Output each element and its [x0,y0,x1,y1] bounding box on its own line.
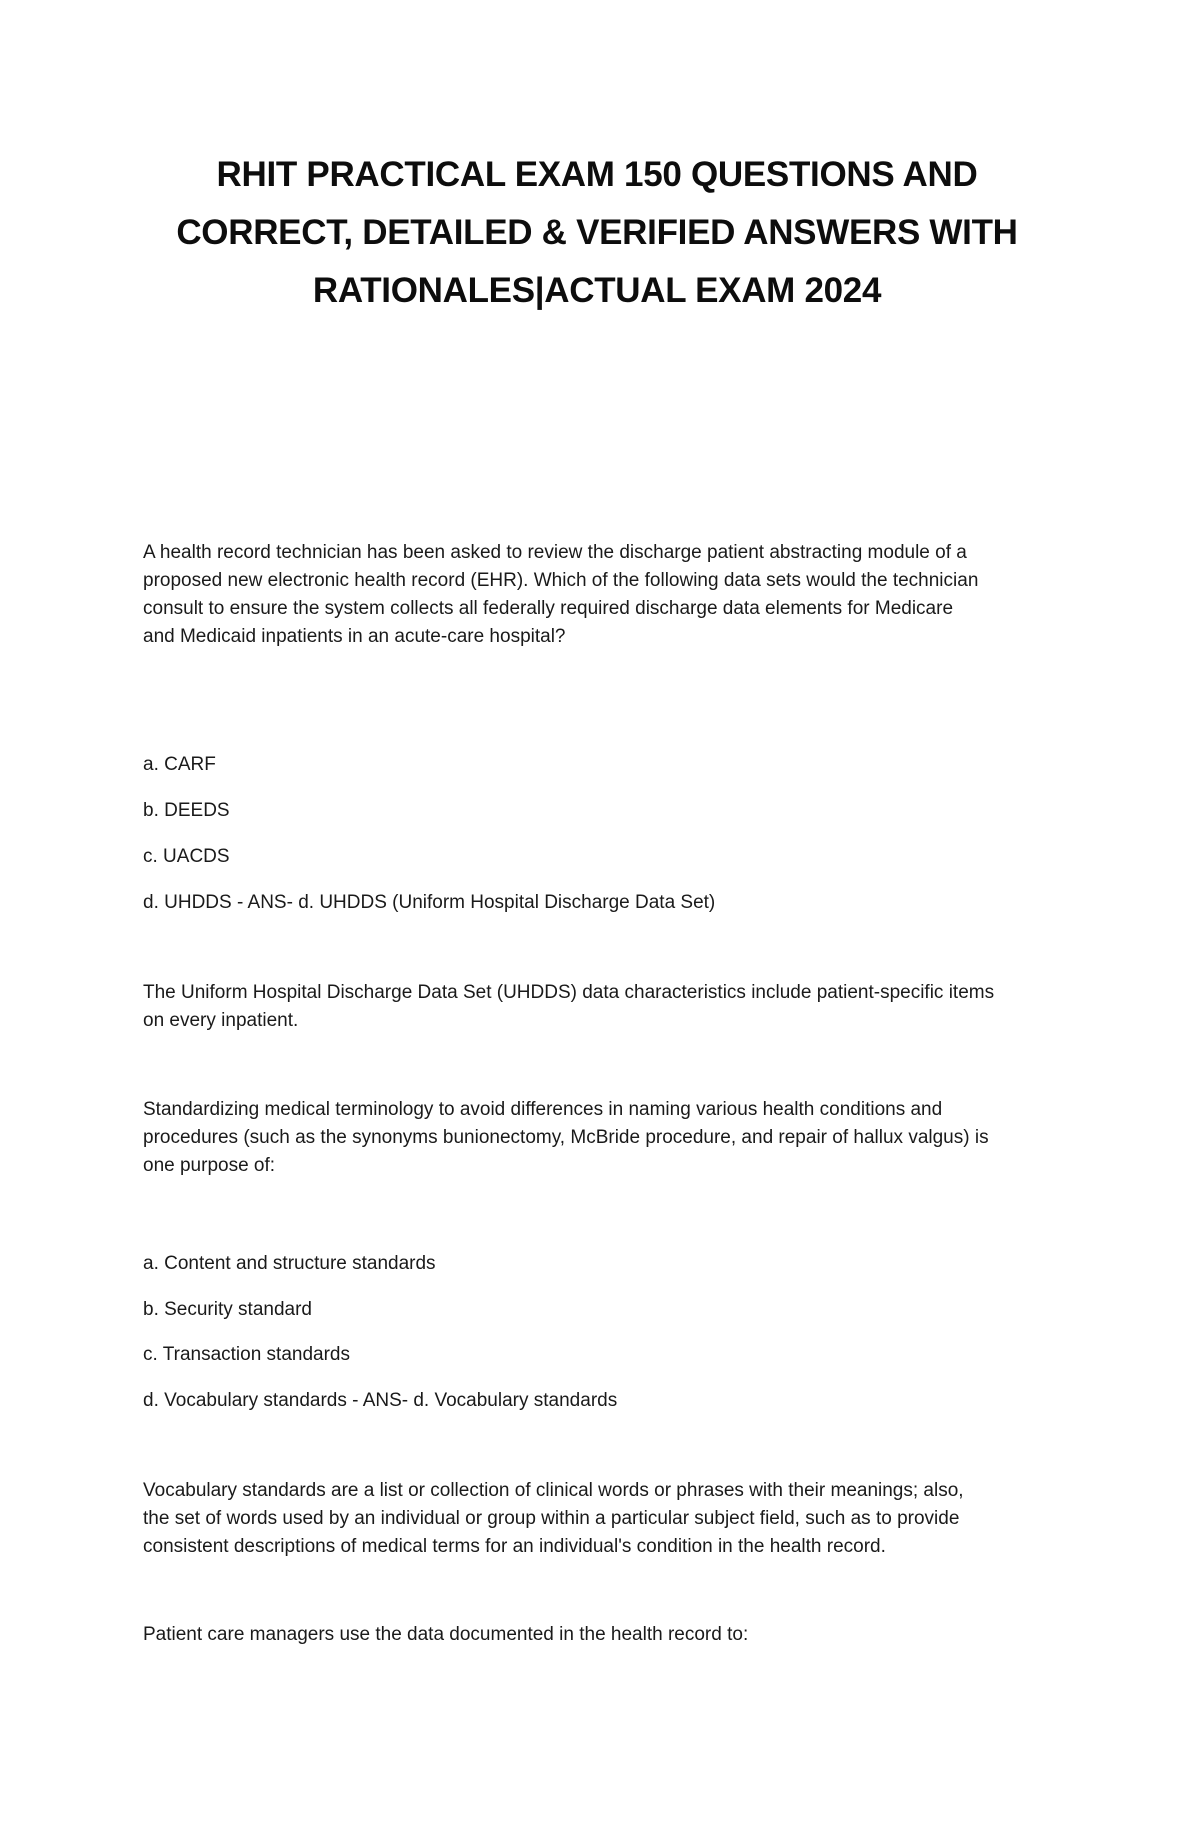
title-line-2: CORRECT, DETAILED & VERIFIED ANSWERS WITH [176,213,1018,252]
question-2-option-d-answer: d. Vocabulary standards - ANS- d. Vocabulary standards [143,1390,618,1411]
question-2-option-a: a. Content and structure standards [143,1253,436,1274]
rationale-line: consistent descriptions of medical terms for an individual's condition in the health record. [143,1536,886,1557]
title-line-1: RHIT PRACTICAL EXAM 150 QUESTIONS AND [216,155,978,194]
question-1-text [143,539,1071,651]
question-2-line: Standardizing medical terminology to avoid differences in naming various health conditions and [143,1099,943,1120]
question-1-option-a: a. CARF [143,754,216,775]
question-1-rationale [143,979,1071,1035]
question-1-line: and Medicaid inpatients in an acute-care hospital? [143,626,566,647]
title-line-3: RATIONALES|ACTUAL EXAM 2024 [312,271,882,310]
question-3-text [143,1621,1071,1649]
question-2-line: one purpose of: [143,1155,276,1176]
rationale-line: Vocabulary standards are a list or collection of clinical words or phrases with their meanings; also, [143,1480,964,1501]
question-1-option-d-answer: d. UHDDS - ANS- d. UHDDS (Uniform Hospital Discharge Data Set) [143,892,716,913]
question-3-line: Patient care managers use the data documented in the health record to: [143,1624,749,1645]
document-page [0,146,1191,1830]
question-1-line: A health record technician has been asked to review the discharge patient abstracting module of a [143,542,967,563]
question-2-text [143,1096,1071,1180]
question-1-line: proposed new electronic health record (EHR). Which of the following data sets would the technician [143,570,979,591]
rationale-line: the set of words used by an individual or group within a particular subject field, such as to provide [143,1508,960,1529]
document-title [143,146,1051,320]
question-1-line: consult to ensure the system collects all federally required discharge data elements for Medicare [143,598,954,619]
rationale-line: The Uniform Hospital Discharge Data Set (UHDDS) data characteristics include patient-specific items [143,982,995,1003]
question-1-option-b: b. DEEDS [143,800,230,821]
question-2-rationale [143,1477,1071,1561]
question-2-line: procedures (such as the synonyms bunionectomy, McBride procedure, and repair of hallux valgus) is [143,1127,989,1148]
rationale-line: on every inpatient. [143,1010,299,1031]
question-1-option-c: c. UACDS [143,846,230,867]
question-2-option-c: c. Transaction standards [143,1344,350,1365]
question-2-option-b: b. Security standard [143,1299,312,1320]
